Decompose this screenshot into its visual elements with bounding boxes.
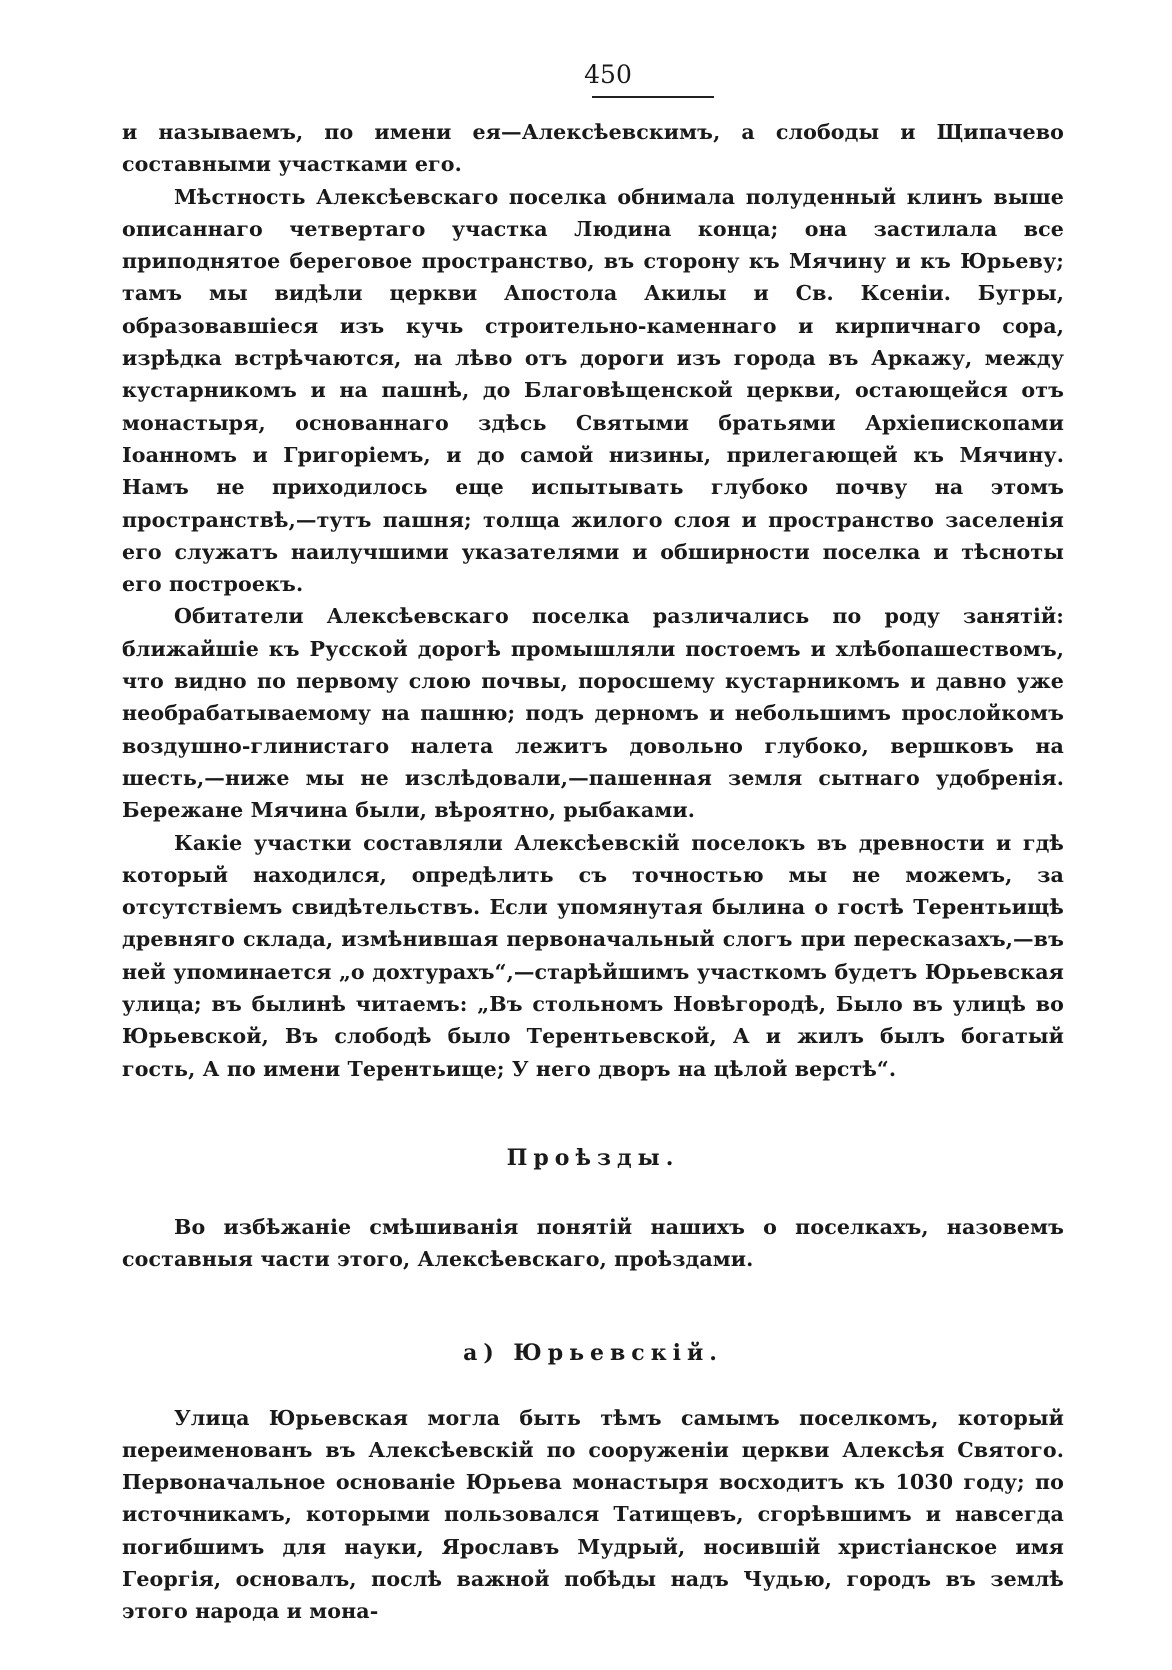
paragraph-continuation: и называемъ, по имени ея—Алексѣевскимъ, а слободы и Щипачево составными участками его. bbox=[122, 120, 1064, 177]
paragraph-locality: Мѣстность Алексѣевскаго поселка обнимала полуденный клинъ выше описаннаго четвертаго участка Людина конца; она застилала все приподнятое береговое пространство, въ сторону къ Мячину и къ Юрьеву; тамъ мы видѣли церкви Апостола Акилы и Св. Ксеніи. Бугры, образовавшіеся изъ кучь строительно-каменнаго и кирпичнаго сора, изрѣдка встрѣчаются, на лѣво отъ дороги изъ города въ Аркажу, между кустарникомъ и на пашнѣ, до Благовѣщенской церкви, остающейся отъ монастыря, основаннаго здѣсь Святыми братьями Архіепископами Іоанномъ и Григоріемъ, и до самой низины, прилегающей къ Мячину. Намъ не приходилось еще испытывать глубоко почву на этомъ пространствѣ,—тутъ пашня; толща жилого слоя и пространство заселенія его служатъ наилучшими указателями и обширности поселка и тѣсноты его построекъ. bbox=[122, 184, 1064, 597]
paragraph-sections: Какіе участки составляли Алексѣевскій поселокъ въ древности и гдѣ который находился, опредѣлить съ точностью мы не можемъ, за отсутствіемъ свидѣтельствъ. Если упомянутая былина о гостѣ Терентьищѣ древняго склада, измѣнившая первоначальный слогъ при пересказахъ,—въ ней упоминается „о дохтурахъ“,—старѣйшимъ участкомъ будетъ Юрьевская улица; въ былинѣ читаемъ: „Въ стольномъ Новѣгородѣ, Было въ улицѣ во Юрьевской, Въ слободѣ было Терентьевской, А и жилъ былъ богатый гость, А по имени Терентьище; У него дворъ на цѣлой верстѣ“. bbox=[122, 830, 1064, 1081]
paragraph-inhabitants: Обитатели Алексѣевскаго поселка различались по роду занятій: ближайшіе къ Русской дорогѣ промышляли постоемъ и хлѣбопашествомъ, что видно по первому слою почвы, поросшему кустарникомъ и давно уже необрабатываемому на пашню; подъ дерномъ и небольшимъ прослойкомъ воздушно-глинистаго налета лежитъ довольно глубоко, вершковъ на шесть,—ниже мы не изслѣдовали,—пашенная земля сытнаго удобренія. Бережане Мячина были, вѣроятно, рыбаками. bbox=[122, 604, 1064, 823]
paragraph-intro: Во избѣжаніе смѣшиванія понятій нашихъ о поселкахъ, назовемъ составныя части этого, Алексѣевскаго, проѣздами. bbox=[122, 1214, 1064, 1272]
heading-yurevskiy: а) Юрьевскій. bbox=[463, 1339, 723, 1366]
paragraph-yurevskaya-street: Улица Юрьевская могла быть тѣмъ самымъ поселкомъ, который переименованъ въ Алексѣевскій по сооруженіи церкви Алексѣя Святого. Первоначальное основаніе Юрьева монастыря восходитъ къ 1030 году; по источникамъ, которыми пользовался Татищевъ, сгорѣвшимъ и навсегда погибшимъ для науки, Ярославъ Мудрый, носившій христіанское имя Георгія, основалъ, послѣ важной побѣды надъ Чудью, городъ въ землѣ этого народа и мона- bbox=[122, 1405, 1064, 1624]
page-number-rule bbox=[592, 96, 714, 98]
heading-proezdy: Проѣзды. bbox=[506, 1144, 680, 1171]
page-number: 450 bbox=[584, 60, 632, 89]
